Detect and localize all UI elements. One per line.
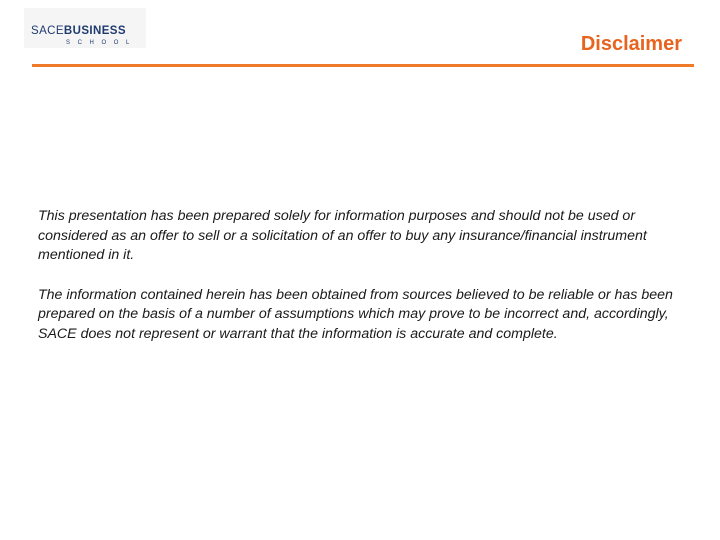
logo-wordmark — [31, 26, 126, 38]
logo-word-sace: SACE — [31, 25, 64, 37]
logo-subtitle-school: SCHOOL — [66, 40, 137, 46]
disclaimer-paragraph-1: This presentation has been prepared solely for information purposes and should not be used or considered as an offer to sell or a solicitation of an offer to buy any insurance/financial instrument mentioned in it. — [38, 208, 647, 263]
disclaimer-paragraph-2: The information contained herein has been obtained from sources believed to be reliable or has been prepared on the basis of a number of assumptions which may prove to be incorrect and, accordingly, SACE does not represent or warrant that the information is accurate and complete. — [38, 286, 673, 342]
sace-business-school-logo — [24, 8, 146, 48]
page-title: Disclaimer — [580, 33, 682, 55]
disclaimer-body — [38, 207, 678, 364]
header-divider — [32, 64, 694, 67]
logo-word-business: BUSINESS — [63, 25, 126, 37]
